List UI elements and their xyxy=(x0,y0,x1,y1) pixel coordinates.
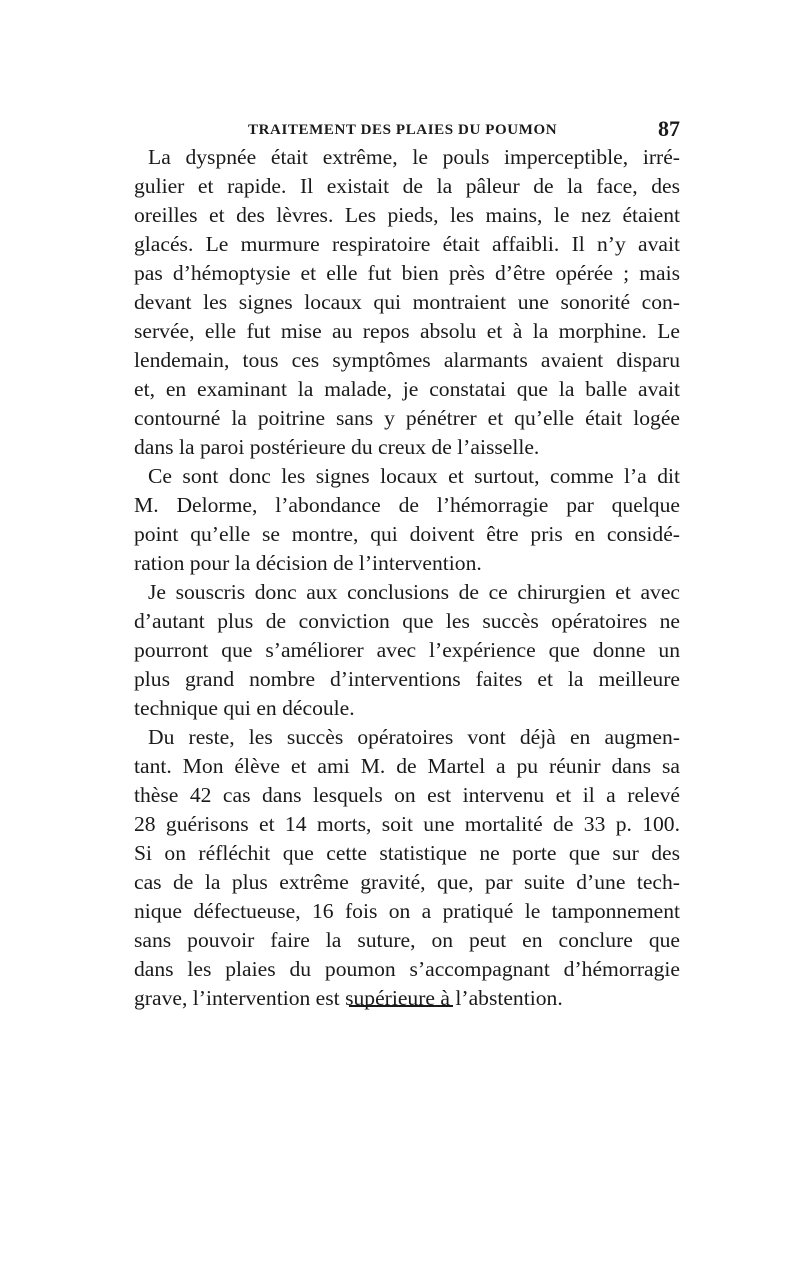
text-line: sans pouvoir faire la suture, on peut en conclure que xyxy=(134,928,680,952)
text-line: et, en examinant la malade, je constatai que la balle avait xyxy=(134,377,680,401)
text-line: pas d’hémoptysie et elle fut bien près d’être opérée ; mais xyxy=(134,261,680,285)
section-end-rule xyxy=(349,1005,453,1007)
text-line: devant les signes locaux qui montraient une sonorité con- xyxy=(134,290,680,314)
text-line: cas de la plus extrême gravité, que, par suite d’une tech- xyxy=(134,870,680,894)
text-line: dans les plaies du poumon s’accompagnant d’hémorragie xyxy=(134,957,680,981)
text-line: d’autant plus de conviction que les succès opératoires ne xyxy=(134,609,680,633)
text-line: Du reste, les succès opératoires vont déjà en augmen- xyxy=(148,725,680,749)
text-line: Ce sont donc les signes locaux et surtout, comme l’a dit xyxy=(148,464,680,488)
text-line: point qu’elle se montre, qui doivent être pris en considé- xyxy=(134,522,680,546)
text-line: 28 guérisons et 14 morts, soit une mortalité de 33 p. 100. xyxy=(134,812,680,836)
text-line: M. Delorme, l’abondance de l’hémorragie par quelque xyxy=(134,493,680,517)
text-line: contourné la poitrine sans y pénétrer et qu’elle était logée xyxy=(134,406,680,430)
text-line: ration pour la décision de l’intervention. xyxy=(134,551,482,575)
text-line: grave, l’intervention est supérieure à l’abstention. xyxy=(134,986,563,1010)
text-line: nique défectueuse, 16 fois on a pratiqué le tamponnement xyxy=(134,899,680,923)
running-title: TRAITEMENT DES PLAIES DU POUMON xyxy=(248,122,558,138)
text-line: plus grand nombre d’interventions faites et la meilleure xyxy=(134,667,680,691)
page-number: 87 xyxy=(658,116,680,141)
running-head xyxy=(132,118,680,142)
text-line: technique qui en découle. xyxy=(134,696,355,720)
text-line: glacés. Le murmure respiratoire était affaibli. Il n’y avait xyxy=(134,232,680,256)
text-line: La dyspnée était extrême, le pouls imperceptible, irré- xyxy=(148,145,680,169)
text-line: dans la paroi postérieure du creux de l’aisselle. xyxy=(134,435,540,459)
text-line: Je souscris donc aux conclusions de ce chirurgien et avec xyxy=(148,580,680,604)
text-line: servée, elle fut mise au repos absolu et à la morphine. Le xyxy=(134,319,680,343)
text-line: oreilles et des lèvres. Les pieds, les mains, le nez étaient xyxy=(134,203,680,227)
text-line: lendemain, tous ces symptômes alarmants avaient disparu xyxy=(134,348,680,372)
text-line: pourront que s’améliorer avec l’expérience que donne un xyxy=(134,638,680,662)
text-line: gulier et rapide. Il existait de la pâleur de la face, des xyxy=(134,174,680,198)
text-line: Si on réfléchit que cette statistique ne porte que sur des xyxy=(134,841,680,865)
text-line: thèse 42 cas dans lesquels on est intervenu et il a relevé xyxy=(134,783,680,807)
text-line: tant. Mon élève et ami M. de Martel a pu réunir dans sa xyxy=(134,754,680,778)
